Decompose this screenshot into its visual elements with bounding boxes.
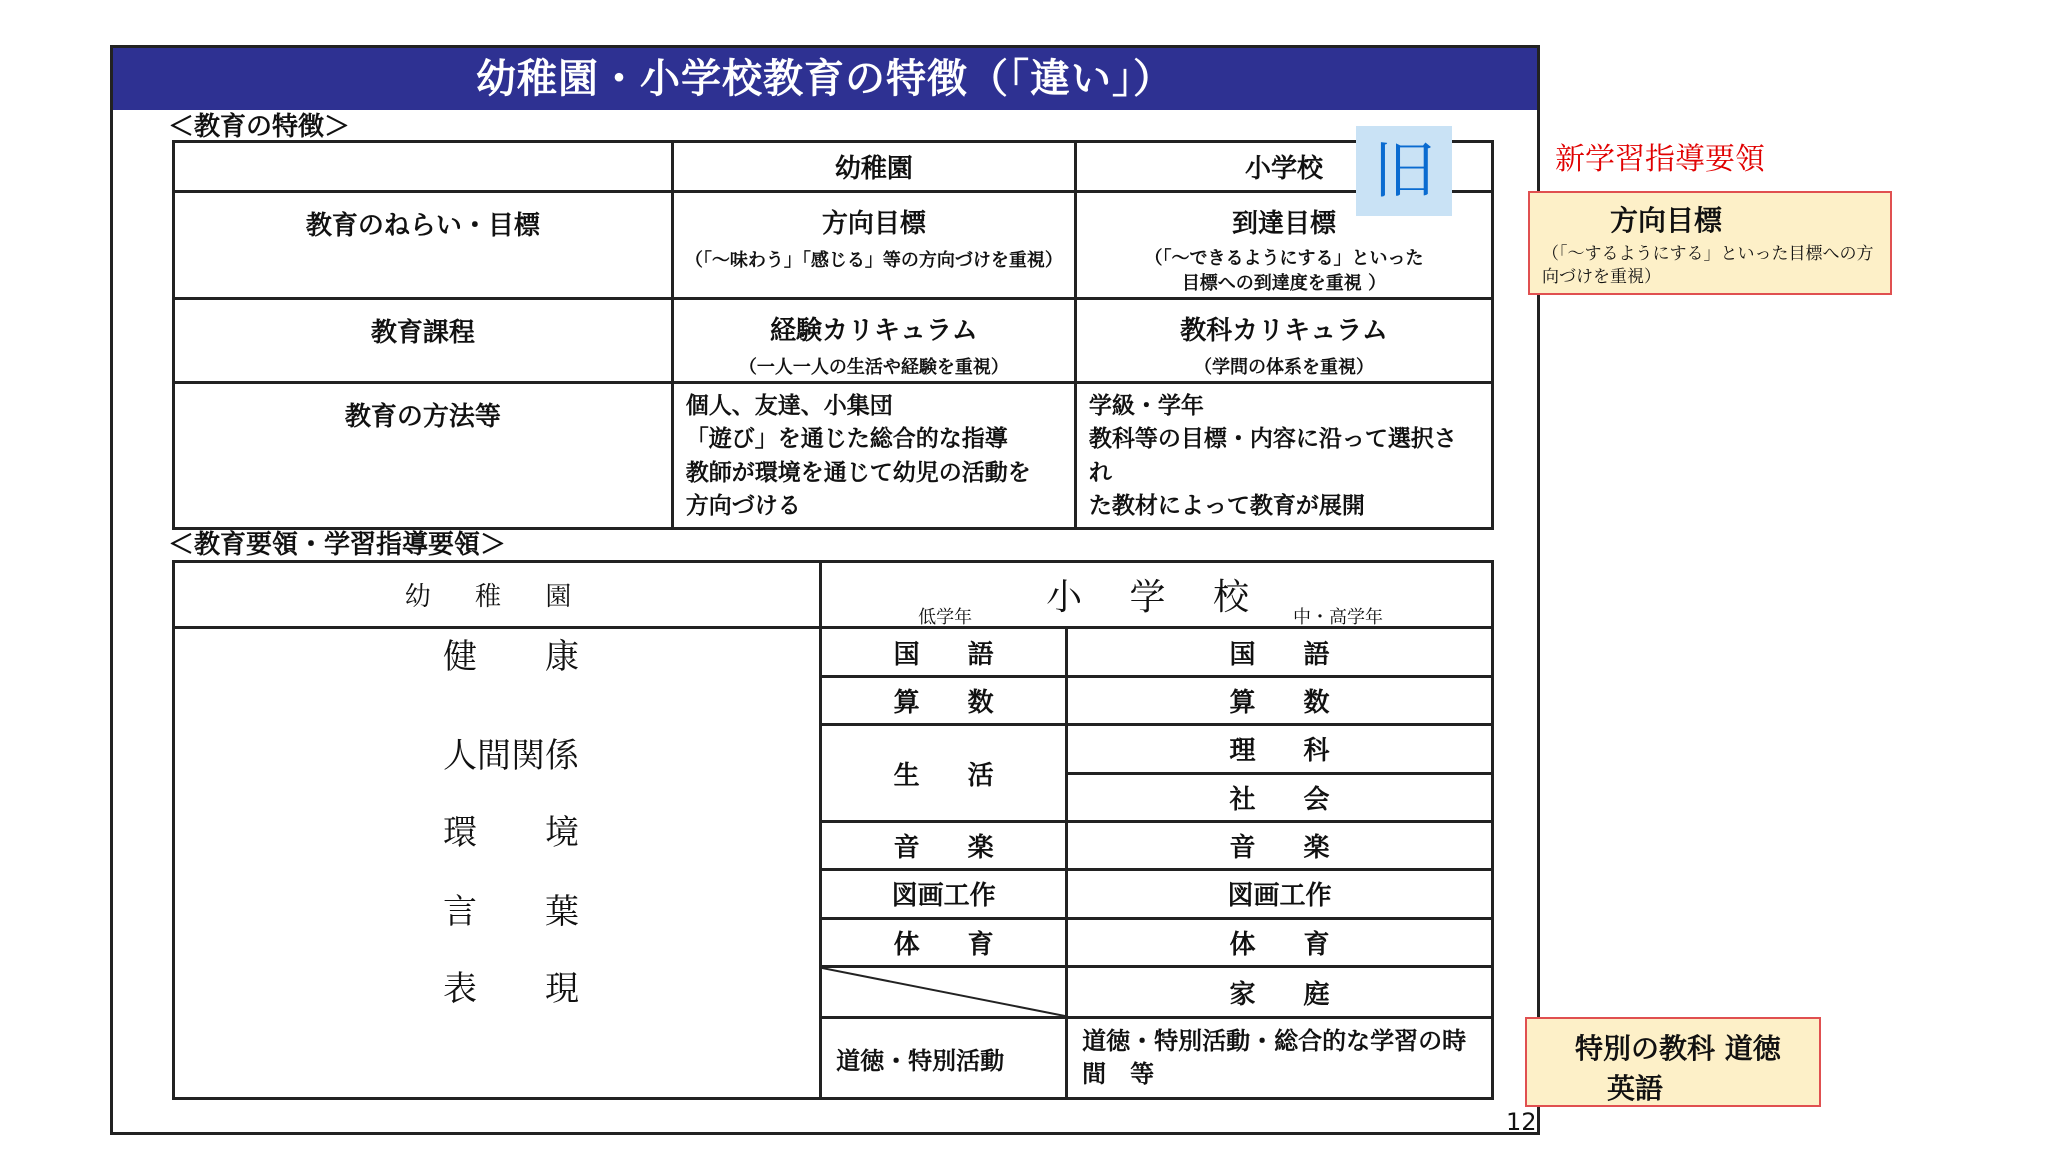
page-number: 12 — [1506, 1108, 1537, 1136]
upper-moral-activities: 道徳・特別活動・総合的な学習の時間 等 — [1067, 1018, 1493, 1099]
table-header-kinder: 幼稚園 — [672, 142, 1075, 192]
kinder-method-line: 個人、友達、小集団 — [685, 393, 893, 420]
note-direction-title: 方向目標 — [1610, 204, 1723, 237]
note-box-direction-goal — [1528, 191, 1892, 295]
kinder-area-health: 健 康 — [443, 637, 579, 678]
upper-grade-label: 中・高学年 — [1293, 607, 1383, 628]
lower-grade-label: 低学年 — [918, 607, 973, 628]
row-label-curriculum: 教育課程 — [174, 299, 673, 383]
features-table — [172, 140, 1494, 530]
school-aim-main: 到達目標 — [1231, 209, 1336, 239]
upper-subject-zuga: 図画工作 — [1067, 870, 1493, 918]
school-method-line: た教材によって教育が展開 — [1088, 493, 1365, 520]
cell-kinder-method — [672, 383, 1075, 529]
lower-moral-activities: 道徳・特別活動 — [821, 1018, 1067, 1099]
school-curriculum-sub: （学問の体系を重視） — [1193, 357, 1374, 378]
upper-subject-sansu: 算数 — [1067, 676, 1493, 724]
note-direction-body: （「～するようにする」といった目標への方向づけを重視） — [1542, 244, 1874, 287]
row-label-method: 教育の方法等 — [174, 383, 673, 529]
school-method-line: 学級・学年 — [1088, 393, 1204, 420]
lower-subject-zuga: 図画工作 — [821, 870, 1067, 918]
school-column-header — [821, 562, 1493, 628]
kinder-method-line: 方向づける — [685, 493, 801, 520]
kinder-area-relations: 人間関係 — [443, 736, 579, 777]
slide-title: 幼稚園・小学校教育の特徴（「違い」） — [113, 48, 1537, 110]
row-label-aim: 教育のねらい・目標 — [174, 192, 673, 299]
old-badge: 旧 — [1356, 126, 1452, 216]
upper-subject-taiiku: 体育 — [1067, 918, 1493, 966]
kinder-areas-cell — [174, 628, 821, 1099]
school-curriculum-main: 教科カリキュラム — [1180, 316, 1388, 346]
new-curriculum-label: 新学習指導要領 — [1555, 142, 1765, 177]
kinder-curriculum-sub: （一人一人の生活や経験を重視） — [738, 357, 1009, 378]
upper-subject-ongaku: 音楽 — [1067, 821, 1493, 869]
upper-subject-rika: 理科 — [1067, 725, 1493, 773]
kinder-area-environment: 環 境 — [443, 813, 579, 854]
note-subject-english: 英語 — [1607, 1072, 1664, 1105]
table-header-empty — [174, 142, 673, 192]
upper-subject-kokugo: 国語 — [1067, 628, 1493, 676]
lower-subject-sansu: 算数 — [821, 676, 1067, 724]
section-label-curriculum: ＜教育要領・学習指導要領＞ — [168, 530, 507, 560]
table-header-school: 小学校 — [1075, 142, 1492, 192]
kinder-curriculum-main: 経験カリキュラム — [769, 316, 978, 346]
school-aim-sub-1: （「～できるようにする」といった — [1144, 248, 1424, 269]
kinder-area-expression: 表 現 — [443, 969, 579, 1010]
cell-school-method — [1075, 383, 1492, 529]
lower-subject-kokugo: 国語 — [821, 628, 1067, 676]
curriculum-table — [172, 560, 1494, 1100]
kinder-aim-sub: （「～味わう」「感じる」等の方向づけを重視） — [684, 250, 1063, 271]
school-column-title: 小 学 校 — [1046, 577, 1267, 619]
note-box-new-subjects — [1525, 1017, 1821, 1107]
school-aim-sub-2: 目標への到達度を重視 ） — [1181, 273, 1387, 295]
section-label-features: ＜教育の特徴＞ — [168, 112, 351, 142]
kinder-area-language: 言 葉 — [443, 892, 579, 933]
lower-subject-seikatsu: 生活 — [821, 725, 1067, 822]
kinder-column-title: 幼 稚 園 — [174, 562, 821, 628]
note-subject-moral: 特別の教科 道徳 — [1575, 1032, 1781, 1065]
school-method-line: 教科等の目標・内容に沿って選択され — [1088, 426, 1457, 486]
diagonal-line — [822, 968, 1065, 1016]
cell-school-curriculum — [1075, 299, 1492, 383]
cell-kinder-aim — [672, 192, 1075, 299]
kinder-method-line: 教師が環境を通じて幼児の活動を — [685, 459, 1031, 486]
upper-subject-katei: 家庭 — [1067, 967, 1493, 1018]
kinder-method-line: 「遊び」を通じた総合的な指導 — [685, 426, 1008, 453]
lower-subject-taiiku: 体育 — [821, 918, 1067, 966]
kinder-aim-main: 方向目標 — [821, 209, 926, 239]
lower-subject-ongaku: 音楽 — [821, 821, 1067, 869]
lower-empty-cell — [821, 967, 1067, 1018]
upper-subject-shakai: 社会 — [1067, 773, 1493, 821]
cell-kinder-curriculum — [672, 299, 1075, 383]
